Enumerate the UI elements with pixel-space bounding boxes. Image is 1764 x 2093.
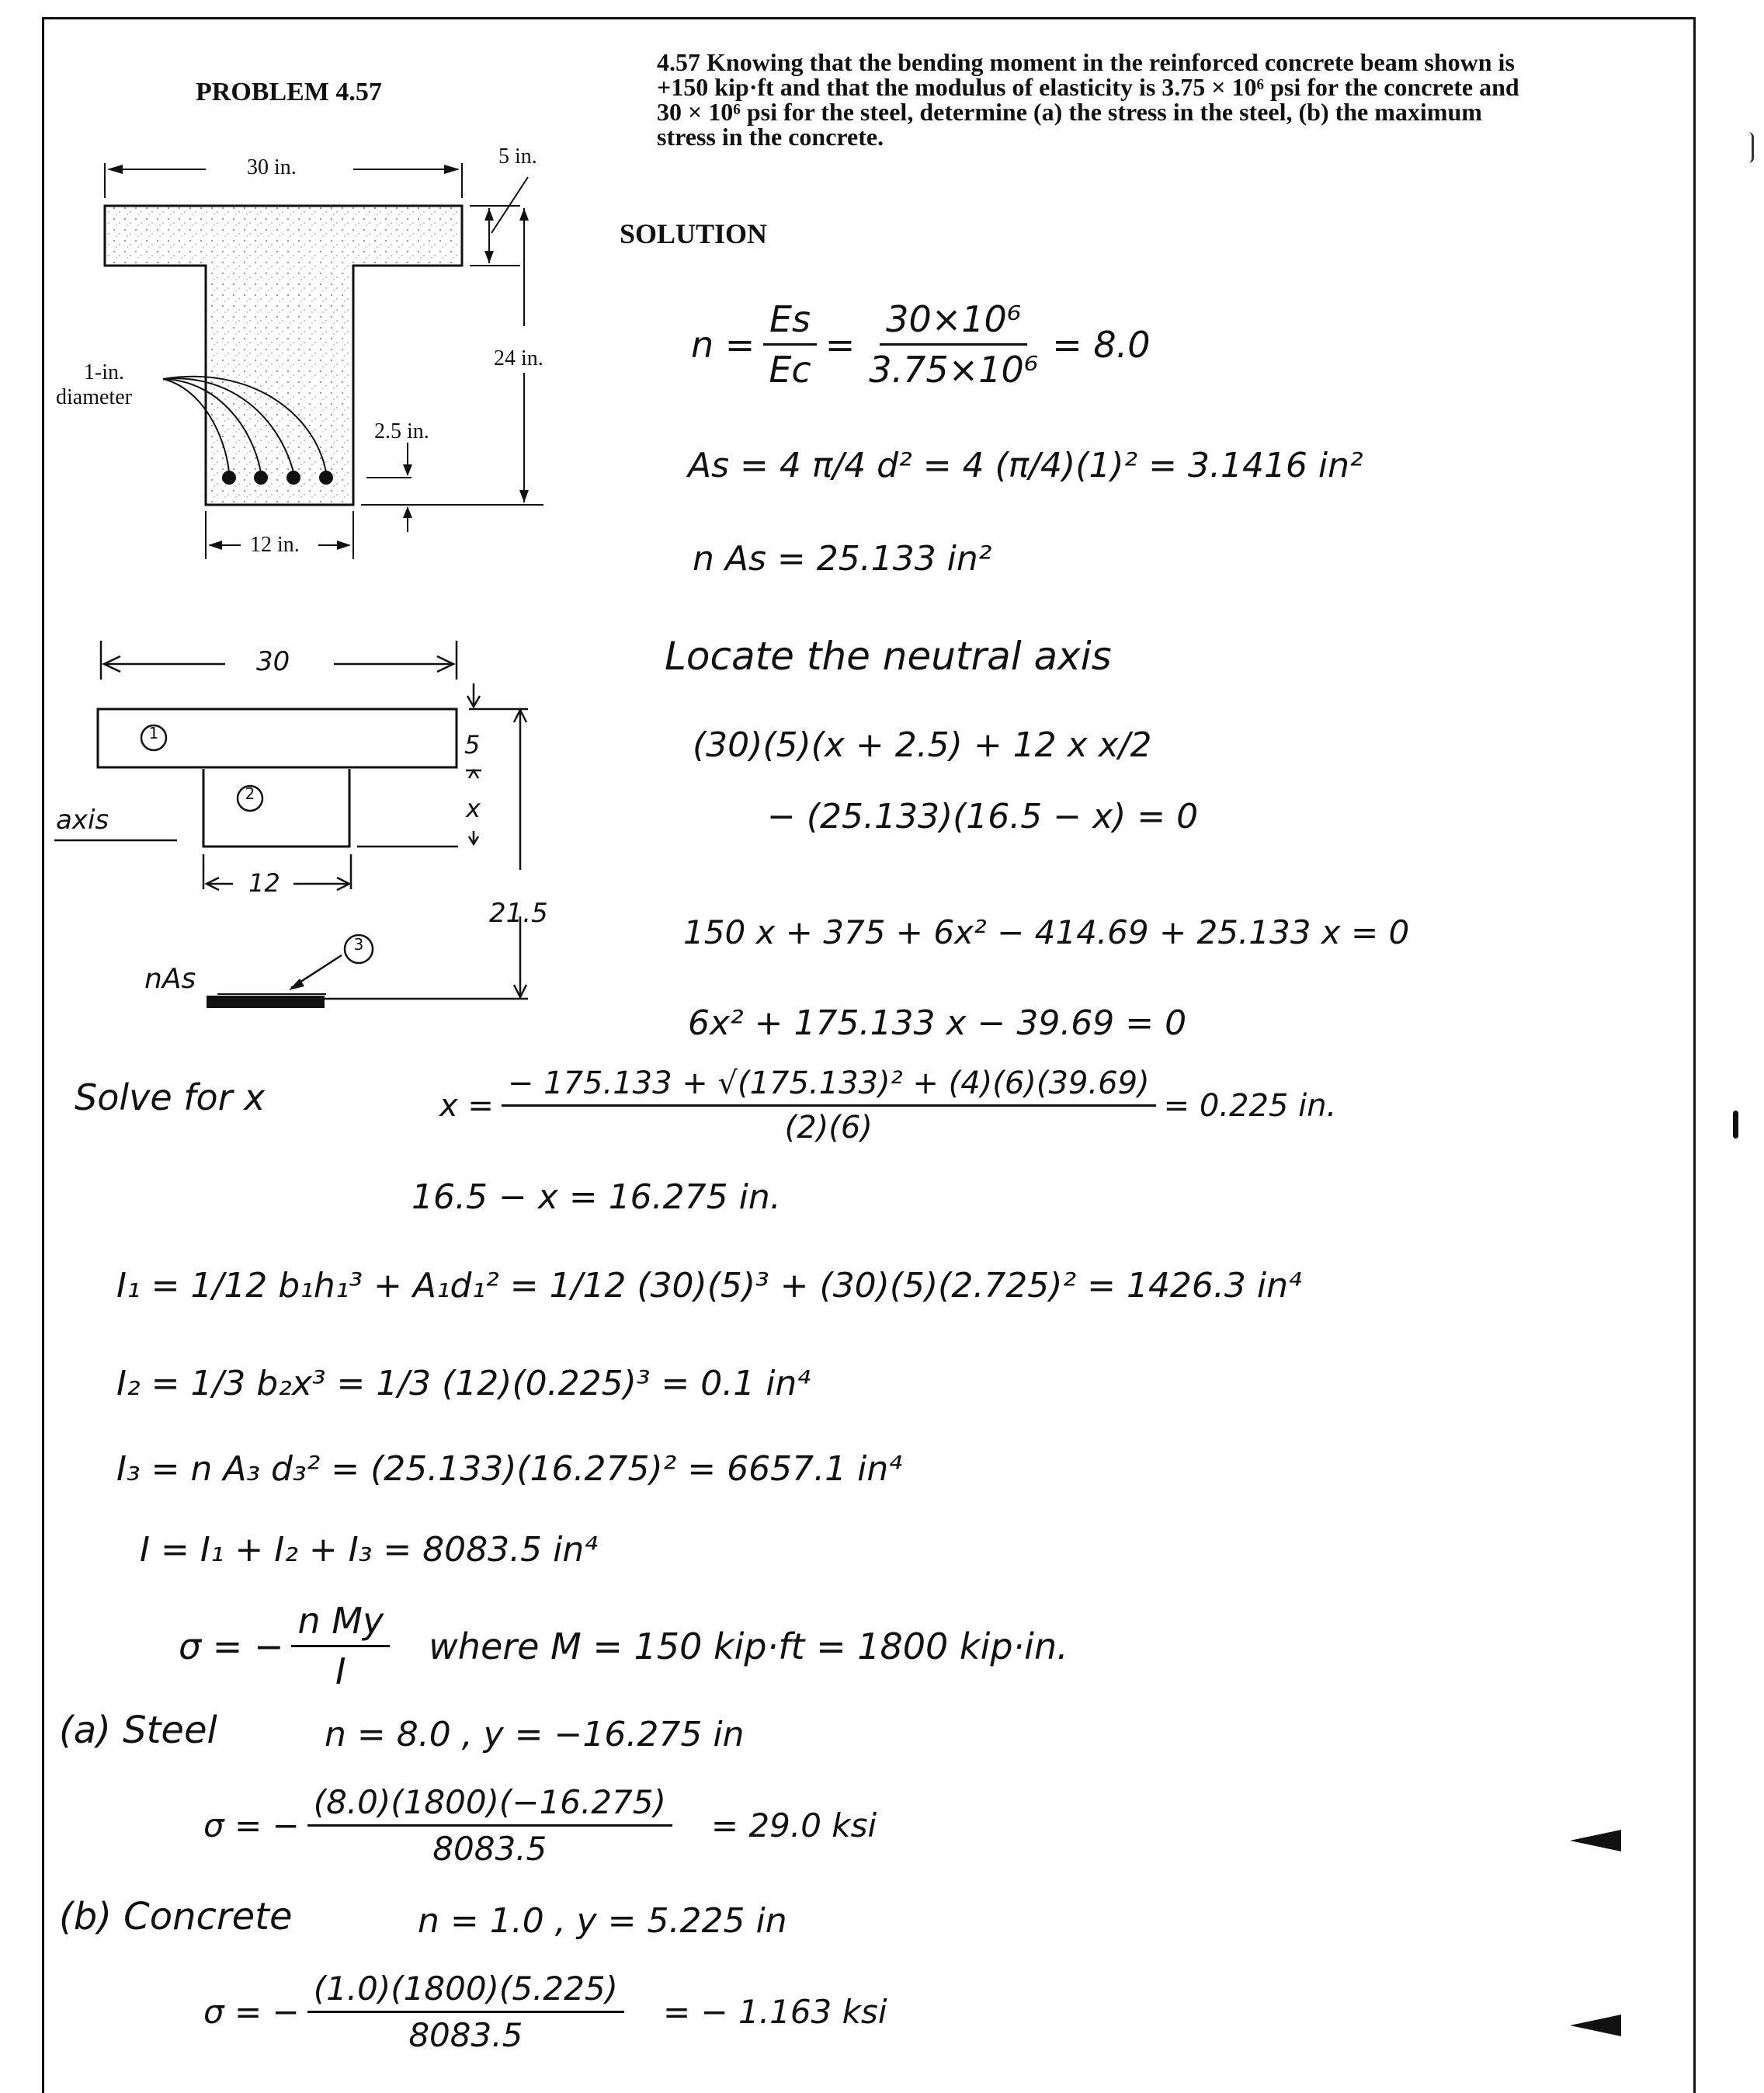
transformed-area-eq: n As = 25.133 in² (693, 539, 992, 579)
quadratic-eq: 6x² + 175.133 x − 39.69 = 0 (688, 1003, 1187, 1043)
solve-for-x-label: Solve for x (75, 1076, 266, 1118)
transformed-section-figure (47, 637, 606, 1025)
dim-flange-5in: 5 in. (498, 144, 537, 169)
fig2-nAs-label: nAs (144, 963, 196, 995)
fig2-part-3-number: 3 (353, 935, 364, 954)
fig2-part-1-number: 1 (148, 724, 159, 742)
a-frac-num: (8.0)(1800)(−16.275) (307, 1783, 672, 1827)
sigma-frac-den: I (335, 1650, 346, 1692)
rebar-4 (319, 471, 333, 485)
n-frac1-num: Es (763, 298, 817, 346)
part-3-steel (207, 996, 325, 1008)
part-b-params: n = 1.0 , y = 5.225 in (418, 1901, 787, 1941)
sigma-where: where M = 150 kip·ft = 1800 kip·in. (429, 1625, 1068, 1667)
I2-eq: I₂ = 1/3 b₂x³ = 1/3 (12)(0.225)³ = 0.1 in⁴ (116, 1364, 811, 1403)
solution-heading: SOLUTION (620, 218, 768, 249)
fig2-dim-12: 12 (248, 868, 280, 898)
rebar-label-line2: diameter (56, 385, 132, 409)
problem-title: PROBLEM 4.57 (196, 78, 382, 106)
fig2-dim-21-5: 21.5 (489, 898, 548, 929)
rebar-label-line1: 1-in. (83, 360, 125, 384)
moment-eq-line-1: (30)(5)(x + 2.5) + 12 x x/2 (693, 725, 1152, 765)
n-fraction-1 (762, 298, 817, 391)
steel-area-eq: As = 4 π/4 d² = 4 (π/4)(1)² = 3.1416 in² (688, 446, 1363, 485)
part-a-label: (a) Steel (59, 1709, 217, 1752)
rebar-2 (254, 471, 268, 485)
part-2-web (203, 769, 349, 847)
dim-height-24in: 24 in. (494, 346, 543, 370)
a-result: = 29.0 ksi (710, 1806, 877, 1844)
quadratic-solution (439, 1066, 1336, 1146)
dim-cover-2-5in: 2.5 in. (374, 419, 429, 443)
modular-ratio-eq (691, 298, 1151, 391)
n-frac2-num: 30×10⁶ (880, 298, 1027, 346)
answer-a-marker (1570, 1830, 1621, 1851)
x-frac-den: (2)(6) (784, 1110, 873, 1146)
fig2-part-2-number: 2 (245, 784, 255, 803)
rebar-1 (222, 471, 236, 485)
sigma-frac-num: n My (291, 1600, 390, 1647)
dim-width-30in: 30 in. (247, 155, 297, 179)
problem-number: 4.57 (657, 48, 700, 76)
problem-statement (657, 50, 1519, 149)
x-fraction (502, 1066, 1156, 1146)
a-lhs: σ = − (203, 1806, 300, 1844)
I-total-eq: I = I₁ + I₂ + I₃ = 8083.5 in⁴ (140, 1530, 598, 1570)
part-a-stress (203, 1783, 877, 1868)
b-fraction (307, 1970, 624, 2054)
x-frac-num: − 175.133 + √(175.133)² + (4)(6)(39.69) (502, 1066, 1156, 1107)
sigma-fraction (291, 1600, 390, 1692)
part-b-label: (b) Concrete (59, 1895, 293, 1938)
fig2-dim-x: x (466, 794, 481, 823)
statement-line-3: 30 × 10⁶ psi for the steel, determine (a) the stress in the steel, (b) the maximum (657, 98, 1482, 126)
I3-eq: I₃ = n A₃ d₃² = (25.133)(16.275)² = 6657.1 in⁴ (116, 1449, 902, 1489)
statement-line-1: Knowing that the bending moment in the reinforced concrete beam shown is (707, 48, 1515, 76)
expanded-eq: 150 x + 375 + 6x² − 414.69 + 25.133 x = 0 (683, 913, 1410, 951)
b-result: = − 1.163 ksi (662, 1993, 887, 2031)
I1-eq: I₁ = 1/12 b₁h₁³ + A₁d₁² = 1/12 (30)(5)³ + (30)(5)(2.725)² = 1426.3 in⁴ (116, 1266, 1302, 1306)
part-b-stress (203, 1970, 887, 2054)
n-frac2-den: 3.75×10⁶ (869, 349, 1039, 391)
b-frac-den: 8083.5 (408, 2016, 523, 2054)
statement-line-4: stress in the concrete. (657, 123, 884, 151)
rebar-3 (286, 471, 300, 485)
statement-line-2: +150 kip·ft and that the modulus of elasticity is 3.75 × 10⁶ psi for the concrete and (657, 73, 1519, 101)
moment-eq-line-2: − (25.133)(16.5 − x) = 0 (767, 797, 1199, 836)
a-frac-den: 8083.5 (432, 1830, 547, 1868)
n-frac1-den: Ec (769, 349, 811, 391)
answer-b-marker (1570, 2015, 1621, 2036)
b-lhs: σ = − (203, 1993, 300, 2031)
scan-mark-top-right (1748, 132, 1754, 163)
distance-eq: 16.5 − x = 16.275 in. (411, 1177, 781, 1217)
fig2-axis-label: axis (56, 805, 109, 836)
a-fraction (307, 1783, 672, 1868)
n-fraction-2 (863, 298, 1044, 391)
n-result: = 8.0 (1052, 323, 1151, 366)
stress-formula (179, 1600, 1068, 1692)
scan-mark-right (1733, 1111, 1738, 1139)
fig2-dim-5: 5 (464, 730, 481, 760)
locate-neutral-axis: Locate the neutral axis (665, 634, 1112, 679)
dim-web-12in: 12 in. (250, 533, 300, 557)
part-a-params: n = 8.0 , y = −16.275 in (325, 1715, 745, 1754)
fig2-dim-30: 30 (256, 646, 290, 677)
sigma-lhs: σ = − (179, 1625, 284, 1667)
n-lhs: n = (691, 323, 755, 366)
b-frac-num: (1.0)(1800)(5.225) (307, 1970, 624, 2013)
x-result: = 0.225 in. (1163, 1087, 1337, 1124)
n-eq: = (825, 323, 856, 366)
rebar-label (56, 360, 132, 410)
x-lhs: x = (439, 1087, 494, 1124)
